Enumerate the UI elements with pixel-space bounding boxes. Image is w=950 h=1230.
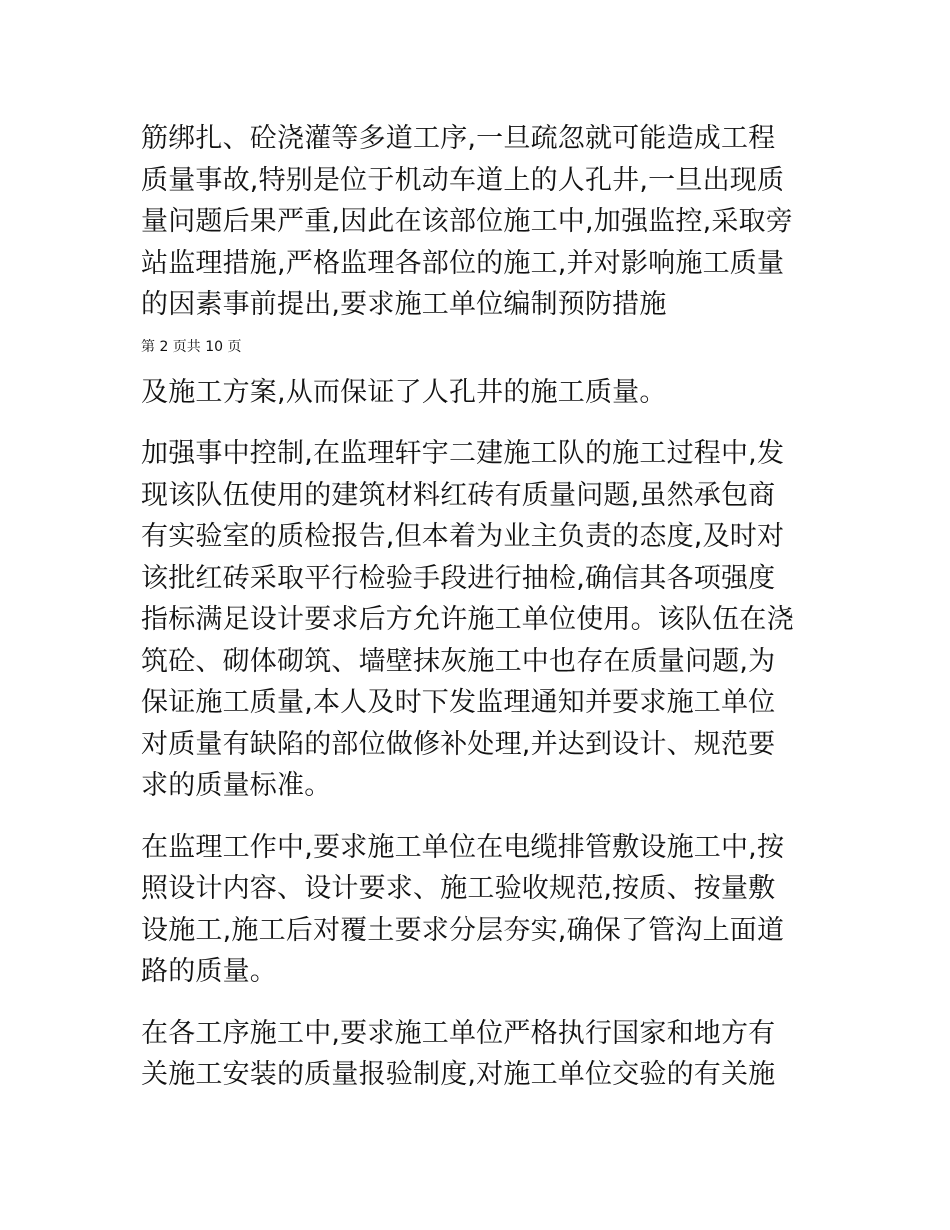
paragraph-3: [141, 433, 813, 807]
text-line: 及施工方案,从而保证了人孔井的施工质量。: [141, 376, 667, 408]
page-number-footer: 第 2 页共 10 页: [141, 338, 242, 355]
paragraph-spacer: [141, 413, 813, 433]
paragraph-5: [141, 1013, 813, 1096]
text-line: 筑砼、砌体砌筑、墙壁抹灰施工中也存在质量问题,为: [141, 645, 776, 677]
text-line: 的因素事前提出,要求施工单位编制预防措施: [141, 289, 667, 320]
text-line: 路的质量。: [141, 956, 277, 987]
text-line: 求的质量标准。: [141, 770, 332, 801]
text-line: 质量事故,特别是位于机动车道上的人孔井,一旦出现质: [141, 164, 785, 196]
text-line: 现该队伍使用的建筑材料红砖有质量问题,虽然承包商: [141, 479, 776, 511]
text-line: 站监理措施,严格监理各部位的施工,并对影响施工质量: [141, 247, 785, 279]
text-line: 设施工,施工后对覆土要求分层夯实,确保了管沟上面道: [141, 914, 785, 946]
text-line: 加强事中控制,在监理轩宇二建施工队的施工过程中,发: [141, 438, 785, 469]
paragraph-spacer: [141, 993, 813, 1013]
paragraph-2: [141, 372, 813, 414]
text-line: 保证施工质量,本人及时下发监理通知并要求施工单位: [141, 687, 776, 718]
paragraph-1: [141, 118, 813, 326]
paragraph-4: [141, 827, 813, 993]
text-line: 关施工安装的质量报验制度,对施工单位交验的有关施: [141, 1059, 776, 1090]
text-line: 在监理工作中,要求施工单位在电缆排管敷设施工中,按: [141, 831, 785, 863]
text-line: 量问题后果严重,因此在该部位施工中,加强监控,采取旁: [141, 206, 793, 237]
text-line: 筋绑扎、砼浇灌等多道工序,一旦疏忽就可能造成工程: [141, 123, 776, 154]
document-page: [141, 118, 813, 1096]
text-line: 有实验室的质检报告,但本着为业主负责的态度,及时对: [141, 521, 785, 552]
text-line: 在各工序施工中,要求施工单位严格执行国家和地方有: [141, 1017, 776, 1049]
text-line: 照设计内容、设计要求、施工验收规范,按质、按量敷: [141, 873, 776, 904]
text-line: 指标满足设计要求后方允许施工单位使用。该队伍在浇: [141, 604, 794, 635]
paragraph-spacer: [141, 807, 813, 827]
text-line: 该批红砖采取平行检验手段进行抽检,确信其各项强度: [141, 562, 776, 594]
text-line: 对质量有缺陷的部位做修补处理,并达到设计、规范要: [141, 728, 776, 760]
